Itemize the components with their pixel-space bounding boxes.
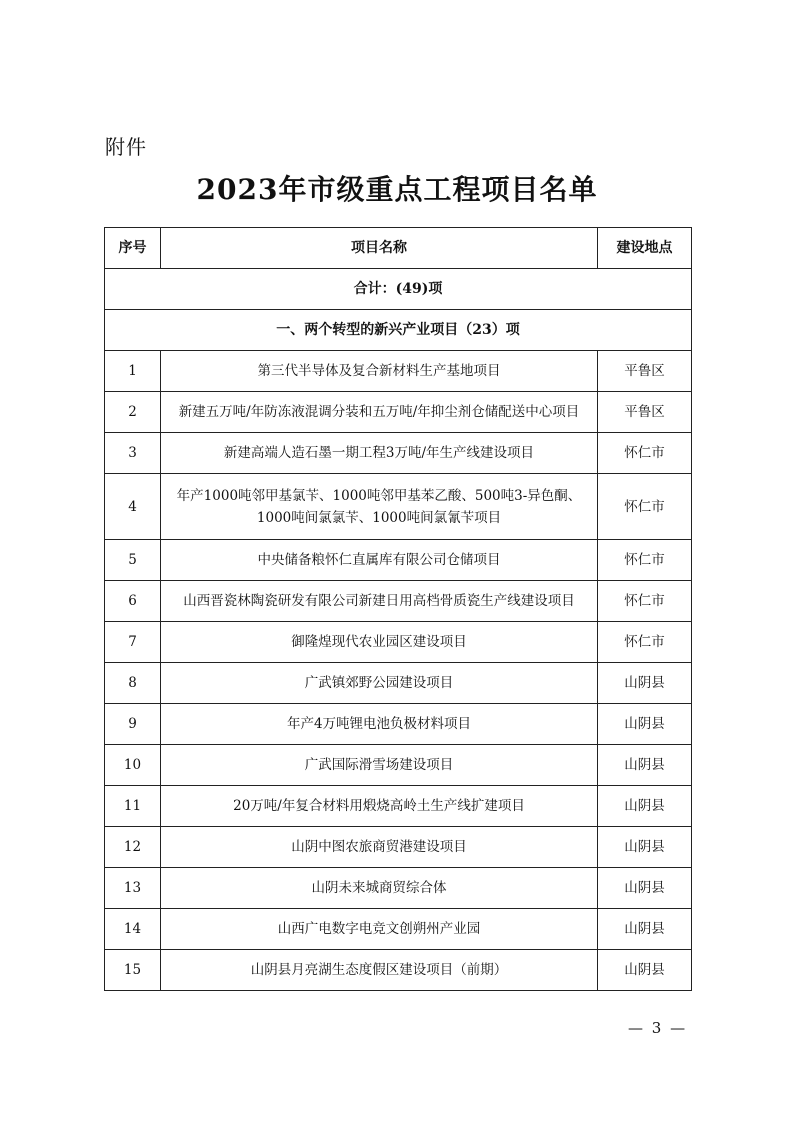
row-location: 平鲁区 — [598, 392, 692, 433]
row-project-name: 新建五万吨/年防冻液混调分装和五万吨/年抑尘剂仓储配送中心项目 — [161, 392, 598, 433]
row-location: 平鲁区 — [598, 351, 692, 392]
row-project-name: 御隆煌现代农业园区建设项目 — [161, 622, 598, 663]
row-location: 山阴县 — [598, 786, 692, 827]
table-row — [105, 622, 692, 663]
row-number: 3 — [105, 433, 161, 474]
table-row — [105, 351, 692, 392]
table-row — [105, 433, 692, 474]
row-number: 15 — [105, 950, 161, 991]
table-row — [105, 868, 692, 909]
row-project-name: 中央储备粮怀仁直属库有限公司仓储项目 — [161, 540, 598, 581]
row-location: 怀仁市 — [598, 622, 692, 663]
row-number: 4 — [105, 474, 161, 540]
summary-row — [105, 269, 692, 310]
row-project-name: 20万吨/年复合材料用煅烧高岭土生产线扩建项目 — [161, 786, 598, 827]
table-row — [105, 392, 692, 433]
row-location: 山阴县 — [598, 745, 692, 786]
row-number: 2 — [105, 392, 161, 433]
row-location: 山阴县 — [598, 704, 692, 745]
row-project-name: 山西晋瓷林陶瓷研发有限公司新建日用高档骨质瓷生产线建设项目 — [161, 581, 598, 622]
table-header-row — [105, 228, 692, 269]
row-location: 山阴县 — [598, 663, 692, 704]
row-location: 山阴县 — [598, 868, 692, 909]
row-number: 5 — [105, 540, 161, 581]
row-project-name: 山阴中图农旅商贸港建设项目 — [161, 827, 598, 868]
table-row — [105, 540, 692, 581]
row-project-name: 年产1000吨邻甲基氯苄、1000吨邻甲基苯乙酸、500吨3-异色酮、1000吨间氯氯苄、1000吨间氯氰苄项目 — [161, 474, 598, 540]
row-project-name: 山阴县月亮湖生态度假区建设项目（前期） — [161, 950, 598, 991]
row-location: 怀仁市 — [598, 474, 692, 540]
row-number: 9 — [105, 704, 161, 745]
row-project-name: 广武国际滑雪场建设项目 — [161, 745, 598, 786]
row-number: 14 — [105, 909, 161, 950]
table-row — [105, 704, 692, 745]
row-number: 13 — [105, 868, 161, 909]
table-row — [105, 786, 692, 827]
row-location: 怀仁市 — [598, 540, 692, 581]
row-project-name: 新建高端人造石墨一期工程3万吨/年生产线建设项目 — [161, 433, 598, 474]
section-heading: 一、两个转型的新兴产业项目（23）项 — [105, 310, 692, 351]
row-location: 山阴县 — [598, 950, 692, 991]
row-number: 12 — [105, 827, 161, 868]
table-body — [105, 269, 692, 991]
table-row — [105, 950, 692, 991]
project-table — [104, 227, 692, 991]
row-number: 1 — [105, 351, 161, 392]
column-header-project-name: 项目名称 — [161, 228, 598, 269]
row-location: 怀仁市 — [598, 581, 692, 622]
section-row — [105, 310, 692, 351]
row-number: 6 — [105, 581, 161, 622]
table-row — [105, 474, 692, 540]
row-number: 7 — [105, 622, 161, 663]
table-row — [105, 663, 692, 704]
row-number: 11 — [105, 786, 161, 827]
table-row — [105, 745, 692, 786]
document-title: 2023年市级重点工程项目名单 — [196, 173, 598, 206]
table-row — [105, 581, 692, 622]
row-project-name: 第三代半导体及复合新材料生产基地项目 — [161, 351, 598, 392]
column-header-number: 序号 — [105, 228, 161, 269]
row-project-name: 山西广电数字电竞文创朔州产业园 — [161, 909, 598, 950]
row-project-name: 山阴未来城商贸综合体 — [161, 868, 598, 909]
row-number: 8 — [105, 663, 161, 704]
attachment-label: 附件 — [105, 135, 147, 159]
table-row — [105, 909, 692, 950]
row-project-name: 广武镇郊野公园建设项目 — [161, 663, 598, 704]
summary-total: 合计：(49)项 — [105, 269, 692, 310]
row-location: 山阴县 — [598, 827, 692, 868]
row-project-name: 年产4万吨锂电池负极材料项目 — [161, 704, 598, 745]
row-location: 怀仁市 — [598, 433, 692, 474]
table-row — [105, 827, 692, 868]
column-header-location: 建设地点 — [598, 228, 692, 269]
row-location: 山阴县 — [598, 909, 692, 950]
row-number: 10 — [105, 745, 161, 786]
page-number: — 3 — — [628, 1019, 688, 1037]
